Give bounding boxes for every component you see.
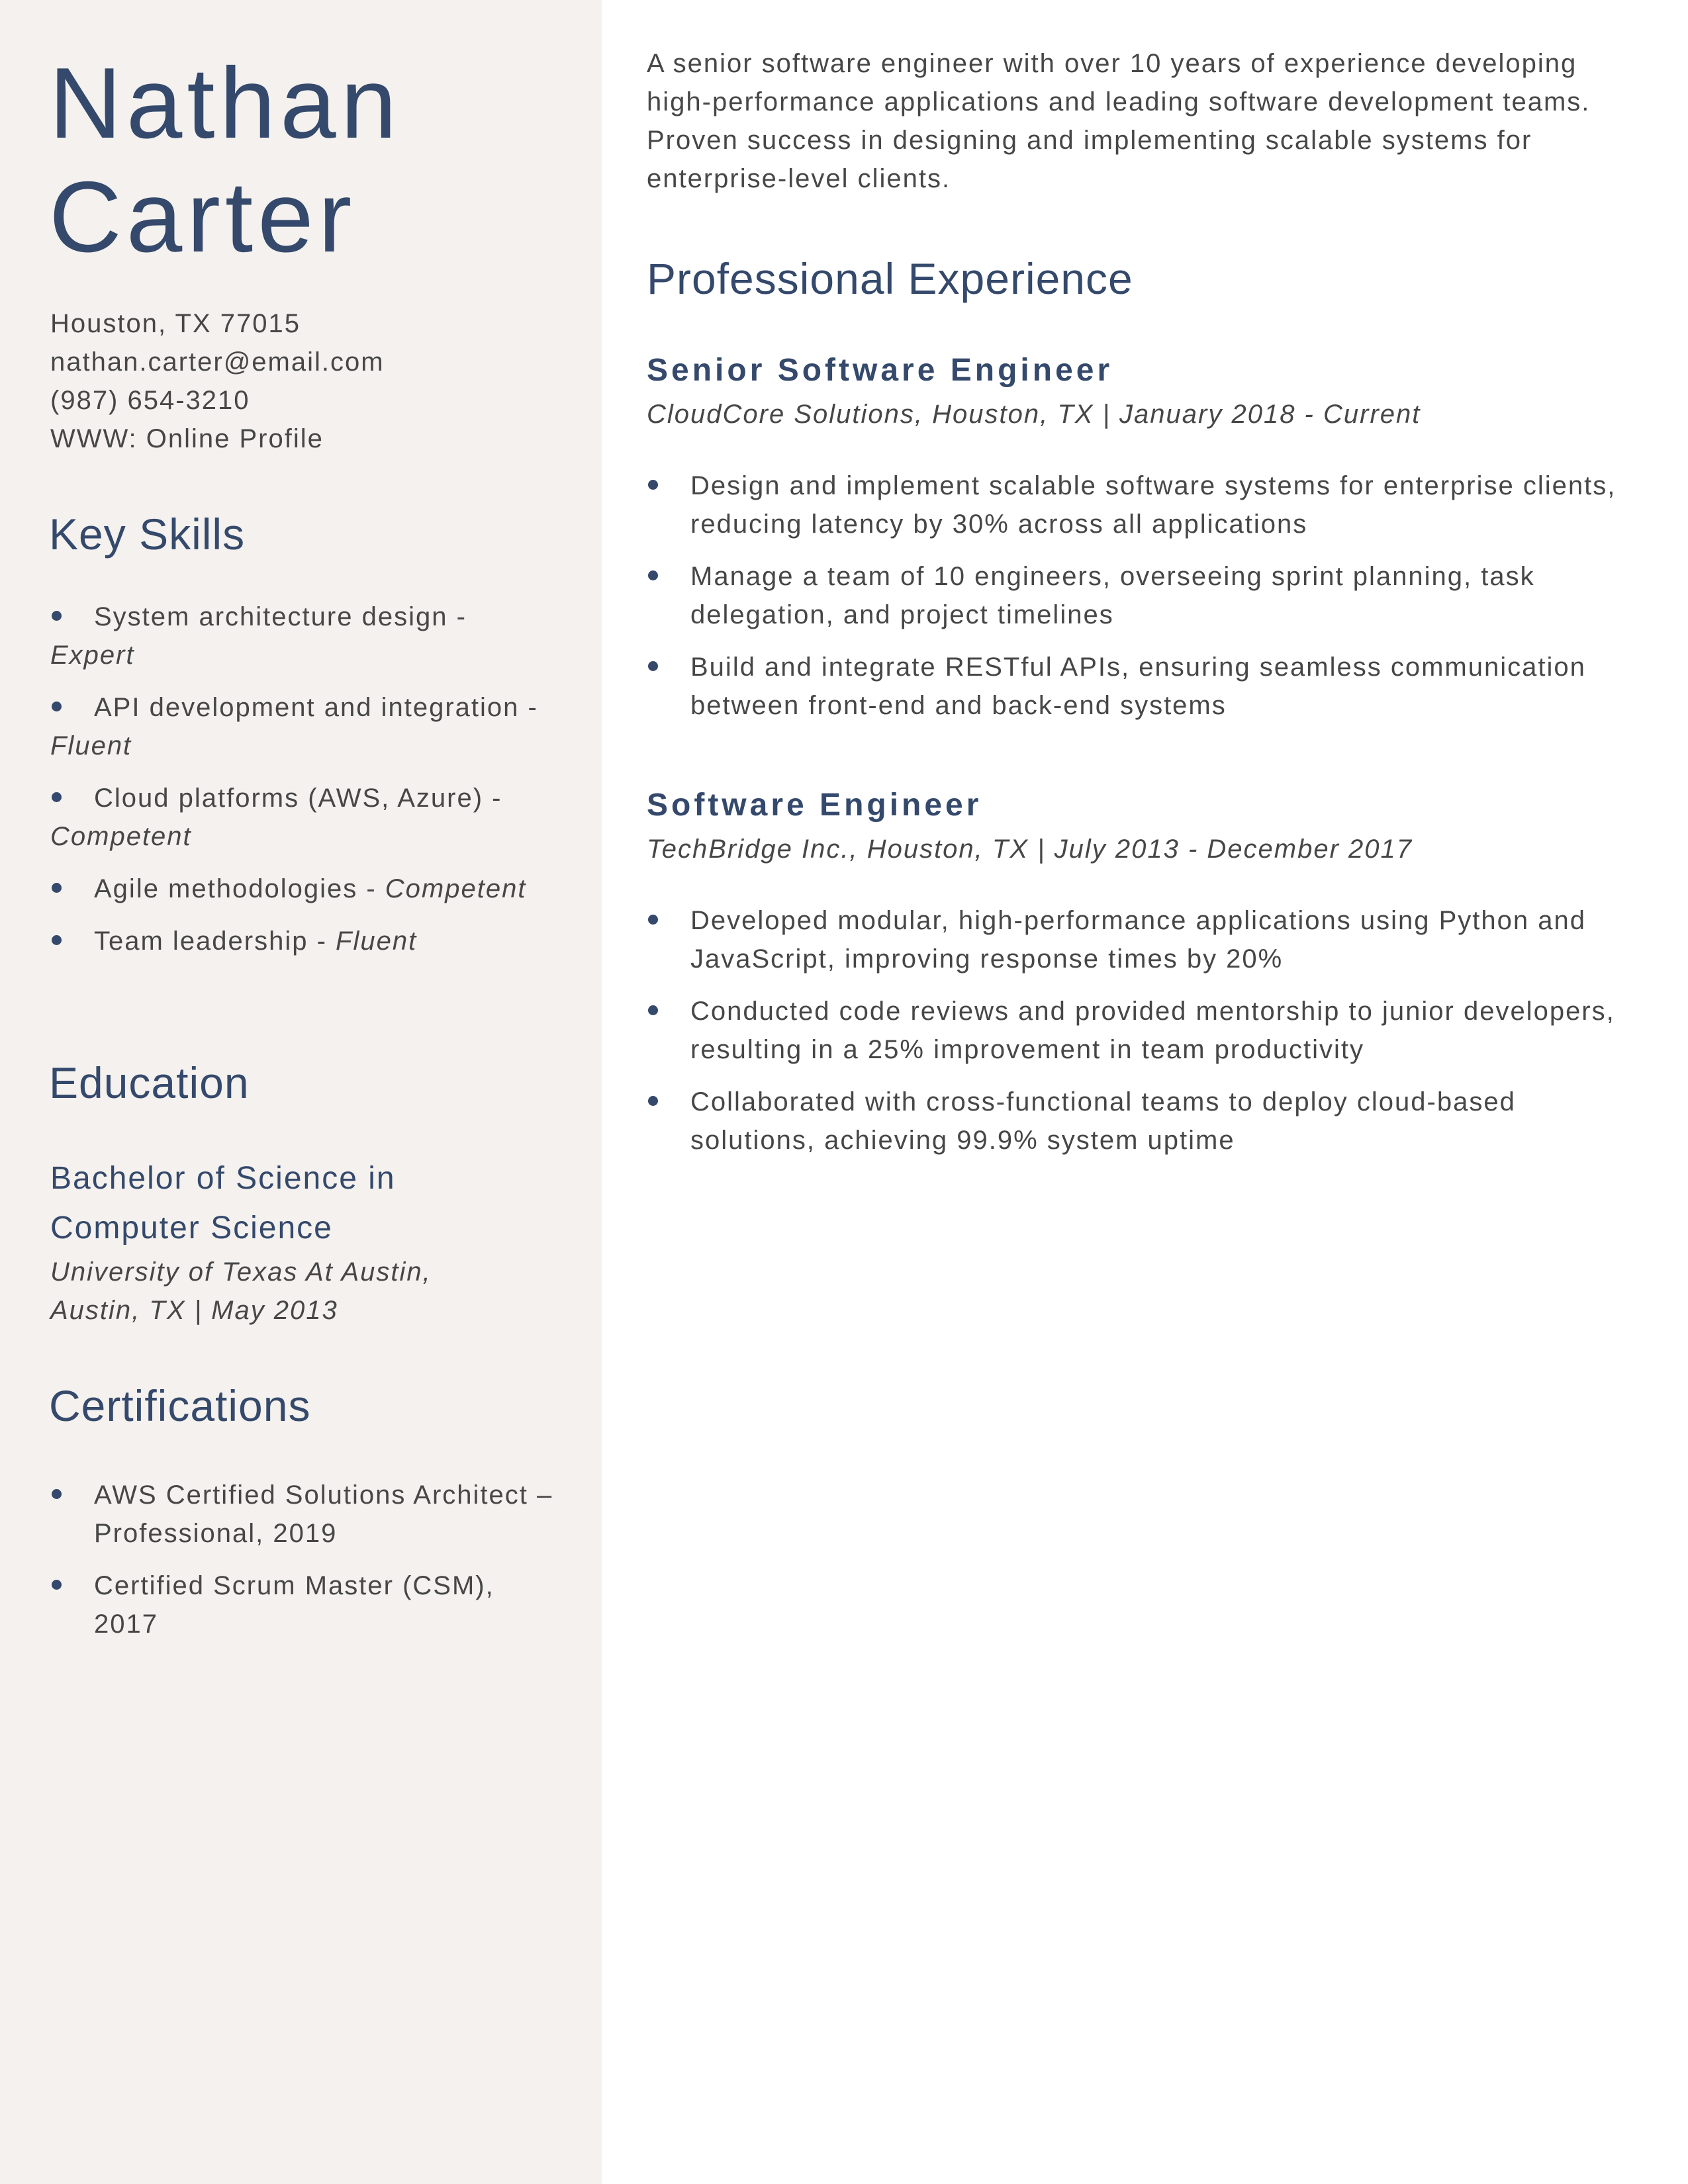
job-responsibilities	[647, 901, 1646, 1173]
skill-name: API development and integration	[94, 693, 520, 722]
job-responsibilities	[647, 467, 1646, 739]
skill-item	[50, 922, 553, 960]
skill-item	[50, 688, 553, 765]
website-link[interactable]: WWW: Online Profile	[50, 424, 324, 453]
sidebar	[0, 0, 602, 2184]
contact-info	[50, 304, 385, 458]
certifications-heading: Certifications	[49, 1381, 311, 1430]
job-company-dates: CloudCore Solutions, Houston, TX | January 2018 - Current	[647, 400, 1421, 429]
job-title: Senior Software Engineer	[647, 353, 1113, 388]
address: Houston, TX 77015	[50, 309, 301, 338]
skill-level: Fluent	[336, 927, 418, 956]
job-company-dates: TechBridge Inc., Houston, TX | July 2013 - December 2017	[647, 835, 1413, 864]
education-heading: Education	[49, 1058, 250, 1107]
main-content	[647, 0, 1646, 2184]
responsibility-item: Design and implement scalable software systems for enterprise clients, reducing latency by 30% across all applications	[647, 467, 1646, 543]
candidate-name	[49, 46, 401, 274]
certification-item: AWS Certified Solutions Architect – Professional, 2019	[50, 1476, 553, 1553]
degree-title: Bachelor of Science in Computer Science	[50, 1161, 396, 1246]
certification-item: Certified Scrum Master (CSM), 2017	[50, 1567, 553, 1643]
skill-level: Competent	[50, 822, 192, 851]
skill-level: Competent	[385, 874, 527, 903]
skill-name: Agile methodologies	[94, 874, 358, 903]
skill-separator: -	[308, 927, 336, 956]
skill-name: Team leadership	[94, 927, 308, 956]
skill-item	[50, 870, 553, 908]
skill-item	[50, 779, 553, 856]
experience-heading: Professional Experience	[647, 254, 1133, 303]
responsibility-item: Developed modular, high-performance applications using Python and JavaScript, improving response times by 20%	[647, 901, 1646, 978]
skill-separator: -	[483, 784, 502, 813]
skill-separator: -	[357, 874, 385, 903]
first-name: Nathan	[49, 47, 402, 159]
skill-level: Fluent	[50, 731, 132, 760]
last-name: Carter	[49, 161, 357, 273]
skills-list	[50, 598, 553, 974]
email-link[interactable]: nathan.carter@email.com	[50, 347, 385, 377]
phone: (987) 654-3210	[50, 386, 250, 415]
skill-level: Expert	[50, 641, 135, 670]
responsibility-item: Build and integrate RESTful APIs, ensuring seamless communication between front-end and back-end systems	[647, 648, 1646, 725]
responsibility-item: Collaborated with cross-functional teams to deploy cloud-based solutions, achieving 99.9% system uptime	[647, 1083, 1646, 1160]
responsibility-item: Manage a team of 10 engineers, overseeing sprint planning, task delegation, and project timelines	[647, 557, 1646, 634]
professional-summary: A senior software engineer with over 10 years of experience developing high-performance applications and leading software development teams. Proven success in designing and implementing scalable systems for enterprise-level clients.	[647, 49, 1591, 193]
skill-item	[50, 598, 553, 674]
skills-heading: Key Skills	[49, 510, 246, 559]
skill-separator: -	[447, 602, 467, 631]
skill-name: System architecture design	[94, 602, 448, 631]
skill-separator: -	[519, 693, 538, 722]
skill-name: Cloud platforms (AWS, Azure)	[94, 784, 484, 813]
certifications-list	[50, 1476, 553, 1657]
school-info: University of Texas At Austin, Austin, TX | May 2013	[50, 1257, 432, 1325]
responsibility-item: Conducted code reviews and provided mentorship to junior developers, resulting in a 25% improvement in team productivity	[647, 992, 1646, 1069]
job-title: Software Engineer	[647, 788, 982, 823]
